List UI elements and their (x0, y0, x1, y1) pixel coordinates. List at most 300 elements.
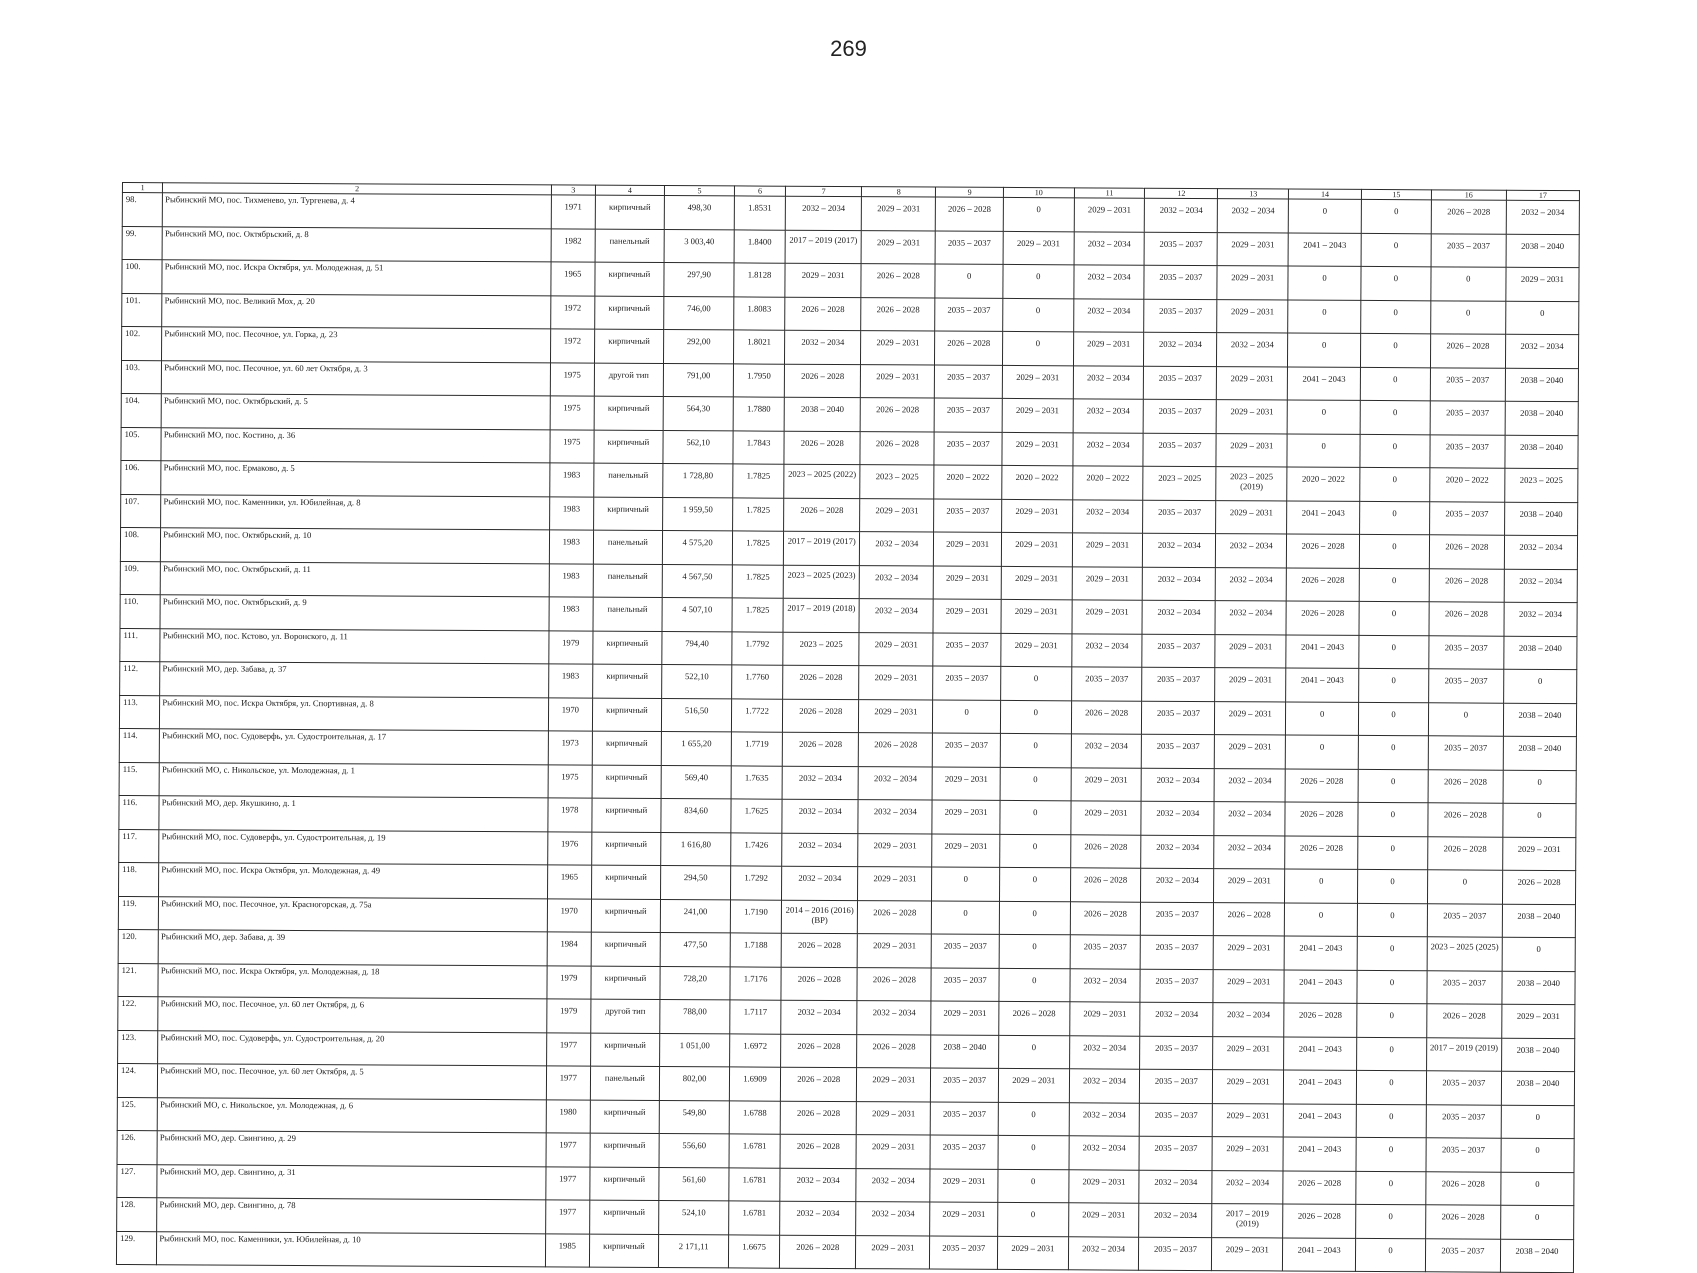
table-cell: кирпичный (594, 262, 664, 296)
table-cell: 0 (1000, 767, 1071, 801)
table-cell: 0 (1431, 267, 1506, 301)
table-cell: 2038 – 2040 (931, 1035, 999, 1069)
table-cell: 2026 – 2028 (1427, 1004, 1502, 1038)
table-cell: 2026 – 2028 (1285, 802, 1358, 836)
table-cell: 2032 – 2034 (1504, 602, 1577, 636)
table-cell: 0 (1284, 903, 1357, 937)
table-cell: 292,00 (664, 330, 734, 364)
table-cell: кирпичный (594, 430, 664, 464)
table-cell: 1980 (546, 1099, 590, 1133)
table-cell: 1970 (548, 697, 592, 731)
table-cell: 2029 – 2031 (860, 498, 934, 532)
table-cell: 2029 – 2031 (1213, 1103, 1284, 1137)
row-number-cell: 102. (122, 327, 162, 361)
table-cell: 1.7950 (733, 363, 784, 397)
table-cell: 2029 – 2031 (859, 699, 933, 733)
table-cell: 2032 – 2034 (1143, 533, 1216, 567)
address-cell: Рыбинский МО, с. Никольское, ул. Молодежная, д. 1 (159, 762, 548, 798)
table-cell: 2035 – 2037 (931, 1068, 999, 1102)
table-cell: кирпичный (591, 865, 661, 899)
table-cell: 0 (1358, 836, 1428, 870)
table-cell: 2 171,11 (659, 1234, 729, 1268)
table-cell: 2032 – 2034 (1068, 1236, 1139, 1270)
table-cell: 2032 – 2034 (1073, 432, 1144, 466)
table-cell: 0 (999, 934, 1070, 968)
table-cell: 1.8021 (733, 330, 784, 364)
table-cell: 2026 – 2028 (1287, 534, 1360, 568)
table-cell: 1.7625 (731, 799, 782, 833)
table-cell: 2035 – 2037 (1426, 1138, 1501, 1172)
table-cell: 1.7760 (732, 665, 783, 699)
table-cell: 2029 – 2031 (1212, 1237, 1283, 1271)
table-cell: 0 (1002, 331, 1073, 365)
table-cell: 516,50 (662, 698, 732, 732)
table-cell: 1.7825 (733, 497, 784, 531)
table-cell: 2035 – 2037 (1429, 501, 1504, 535)
table-cell: 2020 – 2022 (1287, 467, 1360, 501)
table-cell: 2035 – 2037 (1141, 935, 1214, 969)
table-cell: 0 (1504, 669, 1577, 703)
table-cell: 0 (1356, 1238, 1426, 1272)
table-cell: 0 (1361, 199, 1431, 233)
table-cell: 2029 – 2031 (1216, 433, 1287, 467)
table-cell: 0 (1360, 434, 1430, 468)
table-cell: 549,80 (659, 1100, 729, 1134)
table-cell: 2029 – 2031 (1001, 633, 1072, 667)
table-cell: 2032 – 2034 (1141, 768, 1214, 802)
table-cell: 294,50 (661, 866, 731, 900)
table-cell: 2026 – 2028 (1285, 836, 1358, 870)
table-cell: 2032 – 2034 (1073, 298, 1144, 332)
table-cell: 2032 – 2034 (860, 565, 934, 599)
table-cell: 2026 – 2028 (1431, 200, 1506, 234)
table-cell: 0 (1000, 733, 1071, 767)
table-cell: 0 (1358, 802, 1428, 836)
table-cell: кирпичный (592, 765, 662, 799)
table-cell: 2023 – 2025 (1143, 466, 1216, 500)
address-cell: Рыбинский МО, пос. Костино, д. 36 (161, 427, 550, 463)
table-cell: 2035 – 2037 (935, 231, 1003, 265)
table-cell: 1.6972 (730, 1033, 781, 1067)
table-cell: 0 (1357, 903, 1427, 937)
table-cell: 0 (1357, 970, 1427, 1004)
table-cell: 2032 – 2034 (856, 1202, 930, 1236)
table-cell: 2032 – 2034 (858, 800, 932, 834)
table-cell: 1.7188 (730, 933, 781, 967)
table-cell: 2029 – 2031 (934, 566, 1002, 600)
table-cell: 2038 – 2040 (1500, 1239, 1573, 1273)
table-cell: 0 (1286, 702, 1359, 736)
table-cell: 2035 – 2037 (1430, 401, 1505, 435)
table-cell: 2026 – 2028 (1425, 1205, 1500, 1239)
table-cell: другой тип (590, 999, 660, 1033)
table-cell: 2035 – 2037 (930, 1236, 998, 1270)
table-cell: 2029 – 2031 (930, 1169, 998, 1203)
table-cell: 2032 – 2034 (1142, 600, 1215, 634)
address-cell: Рыбинский МО, пос. Песочное, ул. 60 лет Октября, д. 5 (158, 1064, 547, 1100)
table-cell: кирпичный (591, 832, 661, 866)
table-cell: 1.6788 (729, 1100, 780, 1134)
table-cell: 2023 – 2025 (2025) (1427, 937, 1502, 971)
table-cell: 2029 – 2031 (930, 1202, 998, 1236)
table-cell: 2032 – 2034 (1214, 835, 1285, 869)
table-cell: 2029 – 2031 (1215, 634, 1286, 668)
table-cell: 0 (1503, 803, 1576, 837)
table-cell: 2014 – 2016 (2016) (ВР) (781, 900, 857, 934)
table-cell: 2029 – 2031 (1213, 969, 1284, 1003)
table-cell: 1965 (551, 262, 595, 296)
table-cell: 2035 – 2037 (1430, 434, 1505, 468)
table-cell: кирпичный (591, 966, 661, 1000)
table-cell: 0 (1356, 1137, 1426, 1171)
address-cell: Рыбинский МО, пос. Песочное, ул. 60 лет Октября, д. 3 (162, 360, 551, 396)
table-cell: 2041 – 2043 (1286, 668, 1359, 702)
row-number-cell: 127. (117, 1164, 157, 1198)
table-cell: 2035 – 2037 (1144, 232, 1217, 266)
table-cell: 2026 – 2028 (784, 498, 860, 532)
table-cell: 2026 – 2028 (1286, 601, 1359, 635)
table-cell: кирпичный (594, 396, 664, 430)
table-cell: 2023 – 2025 (2023) (783, 565, 859, 599)
table-cell: 2041 – 2043 (1284, 1070, 1357, 1104)
row-number-cell: 109. (120, 561, 160, 595)
table-cell: кирпичный (595, 195, 665, 229)
table-cell: 3 003,40 (664, 229, 734, 263)
table-cell: 2032 – 2034 (1216, 534, 1287, 568)
table-cell: 0 (932, 901, 1000, 935)
table-cell: 1 616,80 (661, 832, 731, 866)
table-cell: кирпичный (591, 798, 661, 832)
row-number-cell: 117. (119, 829, 159, 863)
table-cell: 2041 – 2043 (1283, 1137, 1356, 1171)
table-cell: 0 (1288, 266, 1361, 300)
table-cell: 1975 (550, 429, 594, 463)
table-cell: 2029 – 2031 (785, 263, 861, 297)
table-cell: 0 (998, 1035, 1069, 1069)
table-row (116, 1231, 1573, 1273)
table-cell: 2032 – 2034 (1139, 1203, 1212, 1237)
table-cell: 2026 – 2028 (999, 1001, 1070, 1035)
table-cell: 2026 – 2028 (858, 900, 932, 934)
table-cell: 2026 – 2028 (936, 197, 1004, 231)
table-cell: 2032 – 2034 (1216, 567, 1287, 601)
table-cell: 0 (1360, 400, 1430, 434)
row-number-cell: 123. (118, 1030, 158, 1064)
table-cell: 2035 – 2037 (1070, 935, 1141, 969)
table-cell: 2032 – 2034 (1070, 968, 1141, 1002)
table-cell: 2038 – 2040 (1504, 636, 1577, 670)
table-cell: 2035 – 2037 (1140, 1036, 1213, 1070)
table-cell: 2029 – 2031 (859, 632, 933, 666)
table-cell: 2029 – 2031 (1212, 1137, 1283, 1171)
table-cell: 2023 – 2025 (2019) (1216, 467, 1287, 501)
table-cell: 0 (1287, 400, 1360, 434)
row-number-cell: 120. (118, 929, 158, 963)
table-cell: 0 (1501, 1105, 1574, 1139)
column-header: 9 (936, 187, 1004, 197)
table-cell: 0 (1430, 300, 1505, 334)
address-cell: Рыбинский МО, пос. Октябрьский, д. 10 (161, 528, 550, 564)
table-cell: 2026 – 2028 (1426, 1171, 1501, 1205)
table-cell: 802,00 (660, 1067, 730, 1101)
table-cell: 2029 – 2031 (932, 834, 1000, 868)
table-cell: 1983 (549, 664, 593, 698)
table-cell: кирпичный (592, 731, 662, 765)
table-cell: 2029 – 2031 (1215, 668, 1286, 702)
table-cell: панельный (593, 463, 663, 497)
row-number-cell: 108. (120, 527, 160, 561)
table-cell: 0 (1356, 1204, 1426, 1238)
table-cell: 2038 – 2040 (1505, 435, 1578, 469)
address-cell: Рыбинский МО, пос. Октябрьский, д. 5 (161, 394, 550, 430)
row-number-cell: 101. (122, 293, 162, 327)
table-cell: 2029 – 2031 (1002, 365, 1073, 399)
table-cell: 0 (1427, 870, 1502, 904)
table-cell: 2035 – 2037 (935, 365, 1003, 399)
table-cell: 0 (1360, 367, 1430, 401)
table-cell: 2029 – 2031 (861, 364, 935, 398)
table-cell: 2026 – 2028 (860, 431, 934, 465)
table-cell: 2020 – 2022 (1430, 468, 1505, 502)
table-cell: 2032 – 2034 (1504, 535, 1577, 569)
table-cell: 524,10 (659, 1201, 729, 1235)
table-cell: 1 051,00 (660, 1033, 730, 1067)
table-cell: 2029 – 2031 (862, 197, 936, 231)
table-cell: 794,40 (662, 631, 732, 665)
column-header: 13 (1218, 189, 1289, 199)
table-cell: 1977 (546, 1200, 590, 1234)
table-cell: 0 (1356, 1104, 1426, 1138)
table-cell: 2032 – 2034 (1214, 768, 1285, 802)
table-cell: 2029 – 2031 (931, 1001, 999, 1035)
table-cell: 1 728,80 (663, 464, 733, 498)
table-cell: 0 (1361, 266, 1431, 300)
address-cell: Рыбинский МО, пос. Искра Октября, ул. Молодежная, д. 51 (162, 260, 551, 296)
table-cell: 1.7825 (732, 531, 783, 565)
row-number-cell: 116. (119, 795, 159, 829)
table-cell: 0 (1357, 1037, 1427, 1071)
table-cell: 2035 – 2037 (1427, 970, 1502, 1004)
row-number-cell: 98. (122, 193, 162, 227)
table-cell: кирпичный (590, 1033, 660, 1067)
table-cell: 0 (999, 867, 1070, 901)
table-cell: 2032 – 2034 (1071, 734, 1142, 768)
table-cell: 0 (1359, 668, 1429, 702)
table-cell: 2035 – 2037 (934, 499, 1002, 533)
table-cell: 2032 – 2034 (1218, 199, 1289, 233)
table-cell: 0 (1001, 666, 1072, 700)
table-cell: 2029 – 2031 (858, 833, 932, 867)
table-cell: 2041 – 2043 (1284, 1037, 1357, 1071)
table-cell: 1983 (550, 496, 594, 530)
address-cell: Рыбинский МО, дер. Свингино, д. 31 (157, 1164, 546, 1200)
row-number-cell: 103. (121, 360, 161, 394)
table-cell: 1.7722 (731, 698, 782, 732)
address-cell: Рыбинский МО, пос. Судоверфь, ул. Судостроительная, д. 19 (159, 829, 548, 865)
address-cell: Рыбинский МО, дер. Якушкино, д. 1 (159, 796, 548, 832)
table-cell: 0 (998, 1102, 1069, 1136)
table-cell: 2038 – 2040 (1501, 1038, 1574, 1072)
table-cell: 2026 – 2028 (1283, 1204, 1356, 1238)
address-cell: Рыбинский МО, пос. Октябрьский, д. 8 (162, 226, 551, 262)
table-cell: 2026 – 2028 (1283, 1171, 1356, 1205)
table-cell: 1.8128 (734, 263, 785, 297)
table-cell: 2026 – 2028 (1430, 334, 1505, 368)
table-cell: 0 (1003, 298, 1074, 332)
table-cell: 1.7880 (733, 397, 784, 431)
table-cell: 2026 – 2028 (781, 967, 857, 1001)
column-header: 7 (786, 186, 862, 196)
table-cell: 2029 – 2031 (1072, 600, 1143, 634)
table-cell: 1976 (548, 831, 592, 865)
table-cell: 1977 (546, 1133, 590, 1167)
table-cell: 2029 – 2031 (1213, 1070, 1284, 1104)
table-cell: 2026 – 2028 (780, 1235, 856, 1269)
table-cell: 2035 – 2037 (1425, 1238, 1500, 1272)
table-cell: 1970 (547, 898, 591, 932)
table-cell: 561,60 (659, 1167, 729, 1201)
table-cell: 2017 – 2019 (2017) (783, 531, 859, 565)
table-cell: 1977 (546, 1166, 590, 1200)
table-cell: 2041 – 2043 (1287, 501, 1360, 535)
address-cell: Рыбинский МО, пос. Искра Октября, ул. Молодежная, д. 18 (158, 963, 547, 999)
table-cell: 0 (1503, 770, 1576, 804)
table-cell: 1 959,50 (663, 497, 733, 531)
table-cell: 2041 – 2043 (1288, 233, 1361, 267)
table-cell: 2026 – 2028 (1286, 568, 1359, 602)
table-cell: 2026 – 2028 (783, 665, 859, 699)
column-header: 1 (122, 183, 162, 193)
table-cell: 2026 – 2028 (780, 1134, 856, 1168)
address-cell: Рыбинский МО, дер. Забава, д. 37 (160, 662, 549, 698)
table-cell: кирпичный (590, 1100, 660, 1134)
table-cell: 834,60 (661, 799, 731, 833)
table-cell: 0 (1357, 936, 1427, 970)
table-cell: 2035 – 2037 (1429, 635, 1504, 669)
table-cell: 2035 – 2037 (935, 298, 1003, 332)
table-cell: 0 (935, 264, 1003, 298)
column-header: 2 (163, 183, 552, 195)
table-cell: 2041 – 2043 (1283, 1104, 1356, 1138)
table-cell: 1.6781 (729, 1201, 780, 1235)
table-cell: 2035 – 2037 (931, 1102, 999, 1136)
table-cell: 2029 – 2031 (857, 1101, 931, 1135)
table-cell: 1979 (547, 999, 591, 1033)
table-cell: 2029 – 2031 (856, 1135, 930, 1169)
table-cell: 2029 – 2031 (932, 800, 1000, 834)
table-cell: 2026 – 2028 (1070, 901, 1141, 935)
table-cell: 498,30 (665, 196, 735, 230)
table-cell: 2026 – 2028 (861, 297, 935, 331)
table-cell: 1.7719 (731, 732, 782, 766)
table-cell: 2038 – 2040 (1502, 971, 1575, 1005)
table-cell: 1.7117 (730, 1000, 781, 1034)
table-cell: 0 (1003, 197, 1074, 231)
table-cell: 2026 – 2028 (935, 331, 1003, 365)
table-cell: 2035 – 2037 (1144, 299, 1217, 333)
row-number-cell: 124. (117, 1063, 157, 1097)
table-cell: 2032 – 2034 (1141, 868, 1214, 902)
row-number-cell: 113. (119, 695, 159, 729)
table-cell: 2038 – 2040 (1503, 703, 1576, 737)
table-cell: 2032 – 2034 (1141, 835, 1214, 869)
table-cell: 1982 (551, 228, 595, 262)
table-cell: 0 (1000, 834, 1071, 868)
column-header: 11 (1074, 188, 1145, 198)
table-cell: 241,00 (661, 899, 731, 933)
table-cell: 0 (1288, 199, 1361, 233)
table-cell: 2035 – 2037 (1071, 667, 1142, 701)
table-cell: 2038 – 2040 (1505, 368, 1578, 402)
table-cell: 0 (1359, 568, 1429, 602)
table-cell: 1.7190 (730, 899, 781, 933)
table-cell: 2035 – 2037 (1144, 366, 1217, 400)
table-cell: 1.7843 (733, 430, 784, 464)
table-cell: 0 (1361, 300, 1431, 334)
address-cell: Рыбинский МО, пос. Искра Октября, ул. Молодежная, д. 49 (159, 863, 548, 899)
column-header: 17 (1506, 190, 1579, 200)
address-cell: Рыбинский МО, пос. Каменники, ул. Юбилейная, д. 8 (161, 494, 550, 530)
table-cell: 1.6909 (729, 1067, 780, 1101)
table-cell: 2032 – 2034 (1069, 1035, 1140, 1069)
table-cell: 2035 – 2037 (1140, 969, 1213, 1003)
table-cell: 2029 – 2031 (1001, 499, 1072, 533)
table-cell: 2032 – 2034 (1212, 1170, 1283, 1204)
row-number-cell: 128. (117, 1197, 157, 1231)
table-cell: 2029 – 2031 (1003, 231, 1074, 265)
table-cell: 2032 – 2034 (1069, 1102, 1140, 1136)
table-cell: 2035 – 2037 (931, 968, 999, 1002)
address-cell: Рыбинский МО, дер. Забава, д. 39 (158, 930, 547, 966)
table-cell: 2023 – 2025 (1505, 468, 1578, 502)
table-cell: 297,90 (664, 263, 734, 297)
table-cell: 2032 – 2034 (859, 599, 933, 633)
table-cell: 2029 – 2031 (1073, 332, 1144, 366)
table-cell: 2017 – 2019 (2018) (783, 598, 859, 632)
table-cell: 2032 – 2034 (1506, 200, 1579, 234)
row-number-cell: 125. (117, 1097, 157, 1131)
table-cell: 1.6781 (729, 1134, 780, 1168)
table-cell: 2029 – 2031 (861, 331, 935, 365)
table-cell: 2026 – 2028 (784, 431, 860, 465)
table-cell: 0 (999, 968, 1070, 1002)
table-cell: кирпичный (590, 1133, 660, 1167)
table-cell: 2035 – 2037 (1142, 667, 1215, 701)
table-cell: кирпичный (592, 698, 662, 732)
table-cell: 2029 – 2031 (1002, 432, 1073, 466)
table-cell: 2023 – 2025 (860, 465, 934, 499)
table-cell: панельный (593, 564, 663, 598)
table-cell: 0 (1358, 869, 1428, 903)
table-cell: 2035 – 2037 (933, 666, 1001, 700)
table-cell: 1983 (549, 563, 593, 597)
table-cell: 1972 (551, 295, 595, 329)
table-cell: 4 507,10 (662, 598, 732, 632)
column-header: 14 (1289, 189, 1362, 199)
table-cell: 2035 – 2037 (1142, 734, 1215, 768)
table-cell: 0 (1506, 301, 1579, 335)
row-number-cell: 119. (118, 896, 158, 930)
table-cell: 1977 (546, 1066, 590, 1100)
table-cell: 2032 – 2034 (1072, 499, 1143, 533)
table-cell: 562,10 (663, 430, 733, 464)
address-cell: Рыбинский МО, дер. Свингино, д. 78 (157, 1198, 546, 1234)
table-cell: 1975 (550, 362, 594, 396)
table-cell: 0 (1356, 1070, 1426, 1104)
table-cell: 0 (1357, 1003, 1427, 1037)
table-cell: 1.8400 (734, 229, 785, 263)
table-cell: 0 (1000, 700, 1071, 734)
